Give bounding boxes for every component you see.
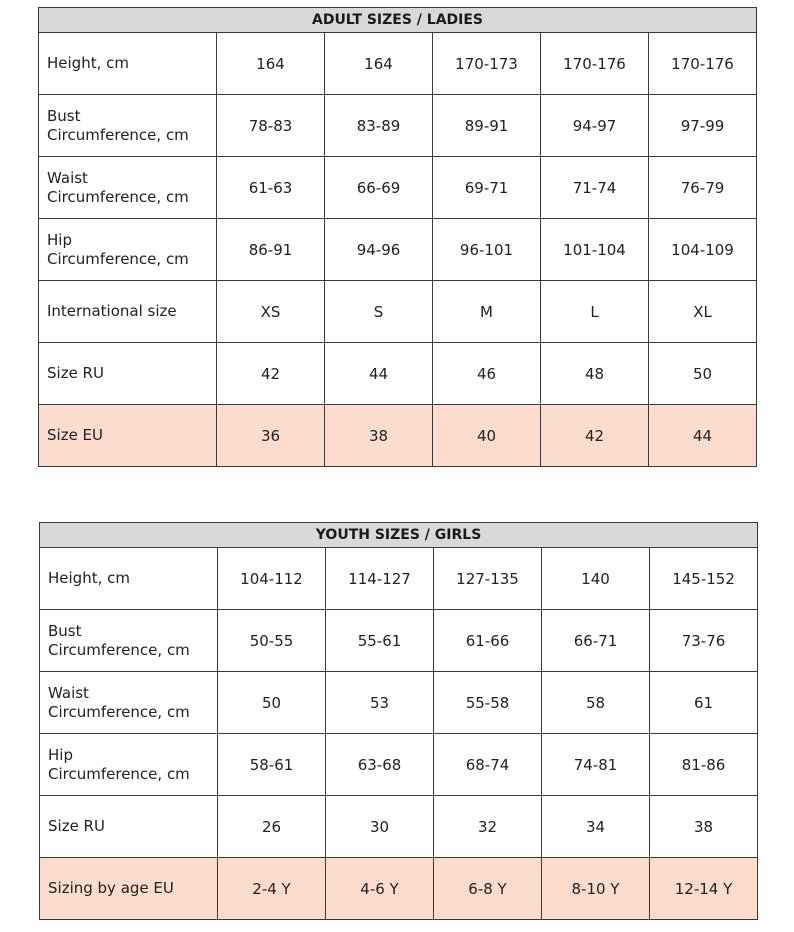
table-row xyxy=(40,610,758,672)
table-cell: 40 xyxy=(433,405,541,467)
row-label-line2: Circumference, cm xyxy=(48,640,190,659)
table-cell: 44 xyxy=(325,343,433,405)
row-label-line1: Waist xyxy=(47,168,88,187)
table-cell: 164 xyxy=(217,33,325,95)
table-row xyxy=(39,219,757,281)
table-cell: 36 xyxy=(217,405,325,467)
table-cell: 78-83 xyxy=(217,95,325,157)
table-cell: 50-55 xyxy=(218,610,326,672)
table-cell: 38 xyxy=(325,405,433,467)
table-cell: 55-58 xyxy=(434,672,542,734)
table-cell: 145-152 xyxy=(650,548,758,610)
table-cell: 42 xyxy=(217,343,325,405)
table-cell: 73-76 xyxy=(650,610,758,672)
highlighted-row xyxy=(39,405,757,467)
row-label xyxy=(40,796,218,858)
table-cell: 48 xyxy=(541,343,649,405)
row-label-line1: Bust xyxy=(47,106,81,125)
table-cell: 69-71 xyxy=(433,157,541,219)
table-cell: 89-91 xyxy=(433,95,541,157)
table-cell: 104-112 xyxy=(218,548,326,610)
row-label-line1: Size RU xyxy=(48,817,105,835)
row-label-line1: Hip xyxy=(47,230,72,249)
table-cell: 170-176 xyxy=(541,33,649,95)
row-label-line1: Size EU xyxy=(47,426,104,444)
youth-table-title: YOUTH SIZES / GIRLS xyxy=(40,523,758,548)
table-cell: S xyxy=(325,281,433,343)
row-label xyxy=(40,610,218,672)
row-label xyxy=(40,548,218,610)
table-cell: 38 xyxy=(650,796,758,858)
row-label-line1: Height, cm xyxy=(48,569,130,587)
highlighted-row xyxy=(40,858,758,920)
table-cell: 63-68 xyxy=(326,734,434,796)
table-cell: 42 xyxy=(541,405,649,467)
youth-size-table xyxy=(39,522,758,920)
table-cell: 2-4 Y xyxy=(218,858,326,920)
row-label xyxy=(39,33,217,95)
row-label-line2: Circumference, cm xyxy=(47,187,189,206)
table-cell: 94-97 xyxy=(541,95,649,157)
row-label xyxy=(39,95,217,157)
table-cell: 61-63 xyxy=(217,157,325,219)
table-cell: 6-8 Y xyxy=(434,858,542,920)
table-cell: 50 xyxy=(649,343,757,405)
table-cell: 101-104 xyxy=(541,219,649,281)
adult-size-table xyxy=(38,7,757,467)
table-row xyxy=(40,734,758,796)
table-cell: 46 xyxy=(433,343,541,405)
row-label-line1: Waist xyxy=(48,683,89,702)
row-label-line2: Circumference, cm xyxy=(48,764,190,783)
table-cell: 68-74 xyxy=(434,734,542,796)
row-label-line1: Hip xyxy=(48,745,73,764)
table-cell: XS xyxy=(217,281,325,343)
table-row xyxy=(39,343,757,405)
row-label xyxy=(39,281,217,343)
row-label xyxy=(40,672,218,734)
table-row xyxy=(40,672,758,734)
table-cell: 61-66 xyxy=(434,610,542,672)
table-cell: 83-89 xyxy=(325,95,433,157)
row-label-line1: Height, cm xyxy=(47,54,129,72)
table-cell: 104-109 xyxy=(649,219,757,281)
table-cell: 71-74 xyxy=(541,157,649,219)
table-cell: 74-81 xyxy=(542,734,650,796)
row-label xyxy=(39,219,217,281)
table-cell: 8-10 Y xyxy=(542,858,650,920)
table-cell: M xyxy=(433,281,541,343)
table-cell: 55-61 xyxy=(326,610,434,672)
table-cell: 58 xyxy=(542,672,650,734)
row-label-line1: Size RU xyxy=(47,364,104,382)
table-cell: 58-61 xyxy=(218,734,326,796)
row-label xyxy=(39,405,217,467)
table-row xyxy=(39,281,757,343)
table-cell: 34 xyxy=(542,796,650,858)
table-cell: 61 xyxy=(650,672,758,734)
table-cell: 4-6 Y xyxy=(326,858,434,920)
row-label-line2: Circumference, cm xyxy=(47,249,189,268)
table-cell: 44 xyxy=(649,405,757,467)
table-cell: 94-96 xyxy=(325,219,433,281)
table-row xyxy=(40,796,758,858)
table-row xyxy=(40,548,758,610)
table-cell: 12-14 Y xyxy=(650,858,758,920)
table-row xyxy=(39,95,757,157)
table-cell: 53 xyxy=(326,672,434,734)
table-cell: 86-91 xyxy=(217,219,325,281)
table-cell: 26 xyxy=(218,796,326,858)
table-cell: 127-135 xyxy=(434,548,542,610)
row-label xyxy=(40,858,218,920)
table-cell: 114-127 xyxy=(326,548,434,610)
row-label xyxy=(39,157,217,219)
table-cell: XL xyxy=(649,281,757,343)
row-label-line2: Circumference, cm xyxy=(47,125,189,144)
table-cell: 66-71 xyxy=(542,610,650,672)
row-label-line1: Sizing by age EU xyxy=(48,879,174,897)
table-cell: 30 xyxy=(326,796,434,858)
row-label xyxy=(39,343,217,405)
row-label-line1: Bust xyxy=(48,621,82,640)
table-cell: 96-101 xyxy=(433,219,541,281)
row-label-line1: International size xyxy=(47,302,177,320)
table-cell: 76-79 xyxy=(649,157,757,219)
table-cell: 170-173 xyxy=(433,33,541,95)
table-cell: 140 xyxy=(542,548,650,610)
table-cell: 97-99 xyxy=(649,95,757,157)
table-cell: 81-86 xyxy=(650,734,758,796)
table-cell: 50 xyxy=(218,672,326,734)
table-cell: 170-176 xyxy=(649,33,757,95)
table-row xyxy=(39,157,757,219)
row-label xyxy=(40,734,218,796)
table-cell: 66-69 xyxy=(325,157,433,219)
table-cell: 164 xyxy=(325,33,433,95)
table-cell: 32 xyxy=(434,796,542,858)
adult-table-title: ADULT SIZES / LADIES xyxy=(39,8,757,33)
table-row xyxy=(39,33,757,95)
row-label-line2: Circumference, cm xyxy=(48,702,190,721)
table-cell: L xyxy=(541,281,649,343)
